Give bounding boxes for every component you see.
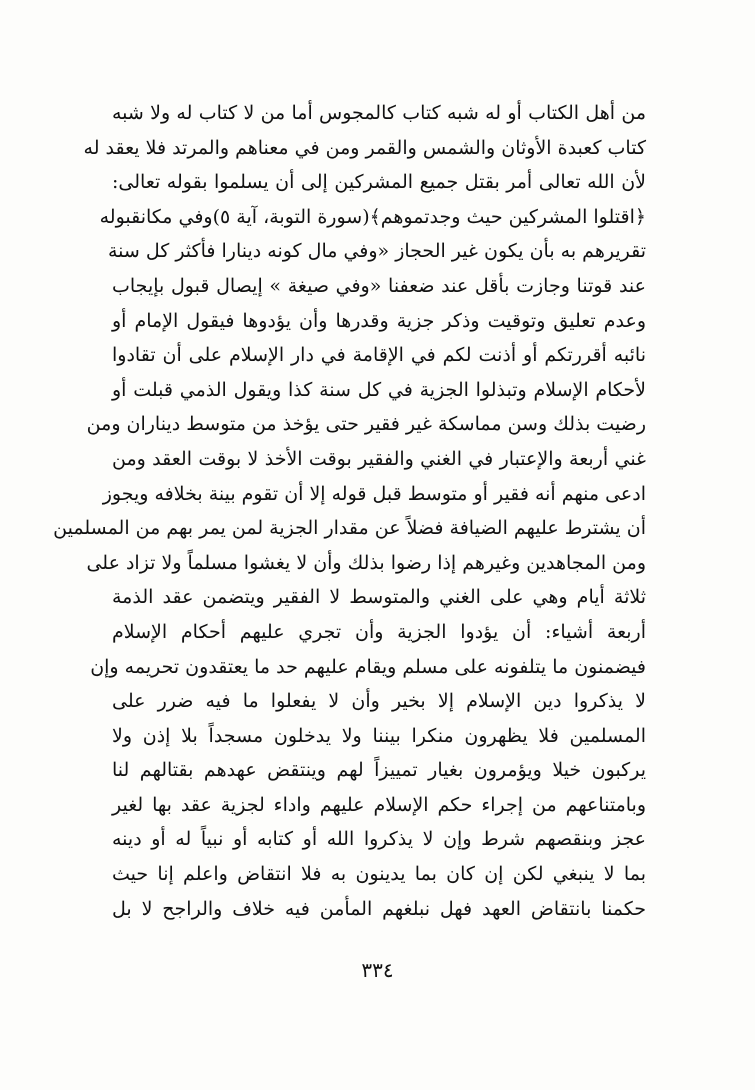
text-line: حكمنا بانتقاض العهد فهل نبلغهم المأمن فيه خلاف والراجح لا بل — [112, 897, 646, 920]
body-text — [53, 96, 646, 926]
text-line: المسلمين فلا يظهرون منكرا بيننا ولا يدخلون مسجداً بلا إذن ولا — [112, 724, 646, 747]
text-line: كتاب كعبدة الأوثان والشمس والقمر ومن في معناهم والمرتد فلا يعقد له — [83, 136, 646, 159]
text-line: أربعة أشياء: أن يؤدوا الجزية وأن تجري عليهم أحكام الإسلام — [112, 620, 646, 643]
text-line: يركبون خيلا ويؤمرون بغيار تمييزاً لهم وينتقض عهدهم بقتالهم لنا — [112, 759, 646, 782]
text-line: من أهل الكتاب أو له شبه كتاب كالمجوس أما من لا كتاب له ولا شبه — [112, 102, 646, 124]
text-line: ادعى منهم أنه فقير أو متوسط قبل قوله إلا أن تقوم بينة بخلافه ويجوز — [102, 482, 646, 505]
text-line: وعدم تعليق وتوقيت وذكر جزية وقدرها وأن يؤدوها فيقول الإمام أو — [112, 309, 646, 332]
text-line: ﴿اقتلوا المشركين حيث وجدتموهم﴾(سورة التوبة، آية ٥)وفي مكانقبوله — [99, 205, 646, 228]
text-line: عجز وبنقصهم شرط وإن لا يذكروا الله أو كتابه أو نبياً له أو دينه — [112, 828, 646, 851]
page-number: ٣٣٤ — [361, 958, 394, 982]
text-line: نائبه أقررتكم أو أذنت لكم في الإقامة في دار الإسلام على أن تقادوا — [112, 344, 646, 367]
text-line: تقريرهم به بأن يكون غير الحجاز «وفي مال كونه دينارا فأكثر كل سنة — [107, 240, 646, 263]
text-line: أن يشترط عليهم الضيافة فضلاً عن مقدار الجزية لمن يمر بهم من المسلمين — [53, 517, 646, 540]
text-line: بما لا ينبغي لكن إن كان بما يدينون به فلا انتقاض واعلم إنا حيث — [112, 863, 646, 886]
text-line: عند قوتنا وجازت بأقل عند ضعفنا «وفي صيغة » إيصال قبول بإيجاب — [112, 274, 646, 297]
text-line: وبامتناعهم من إجراء حكم الإسلام عليهم واداء لجزية عقد بها لغير — [112, 793, 646, 816]
text-line: غني أربعة والإعتبار في الغني والفقير بوقت الأخذ لا بوقت العقد ومن — [112, 447, 646, 470]
text-line: ثلاثة أيام وهي على الغني والمتوسط لا الفقير ويتضمن عقد الذمة — [112, 586, 646, 609]
text-line: لأحكام الإسلام وتبذلوا الجزية في كل سنة كذا ويقول الذمي قبلت أو — [112, 378, 646, 401]
text-line: رضيت بذلك وسن مماسكة غير فقير حتى يؤخذ من متوسط ديناران ومن — [86, 413, 646, 436]
text-line: ومن المجاهدين وغيرهم إذا رضوا بذلك وأن لا يغشوا مسلماً ولا تزاد على — [86, 551, 646, 574]
text-line: لا يذكروا دين الإسلام إلا بخير وأن لا يفعلوا ما فيه ضرر على — [112, 690, 646, 713]
text-line: فيضمنون ما يتلفونه على مسلم ويقام عليهم حد ما يعتقدون تحريمه وإن — [90, 655, 646, 678]
text-line: لأن الله تعالى أمر بقتل جميع المشركين إلى أن يسلموا بقوله تعالى: — [112, 171, 646, 194]
